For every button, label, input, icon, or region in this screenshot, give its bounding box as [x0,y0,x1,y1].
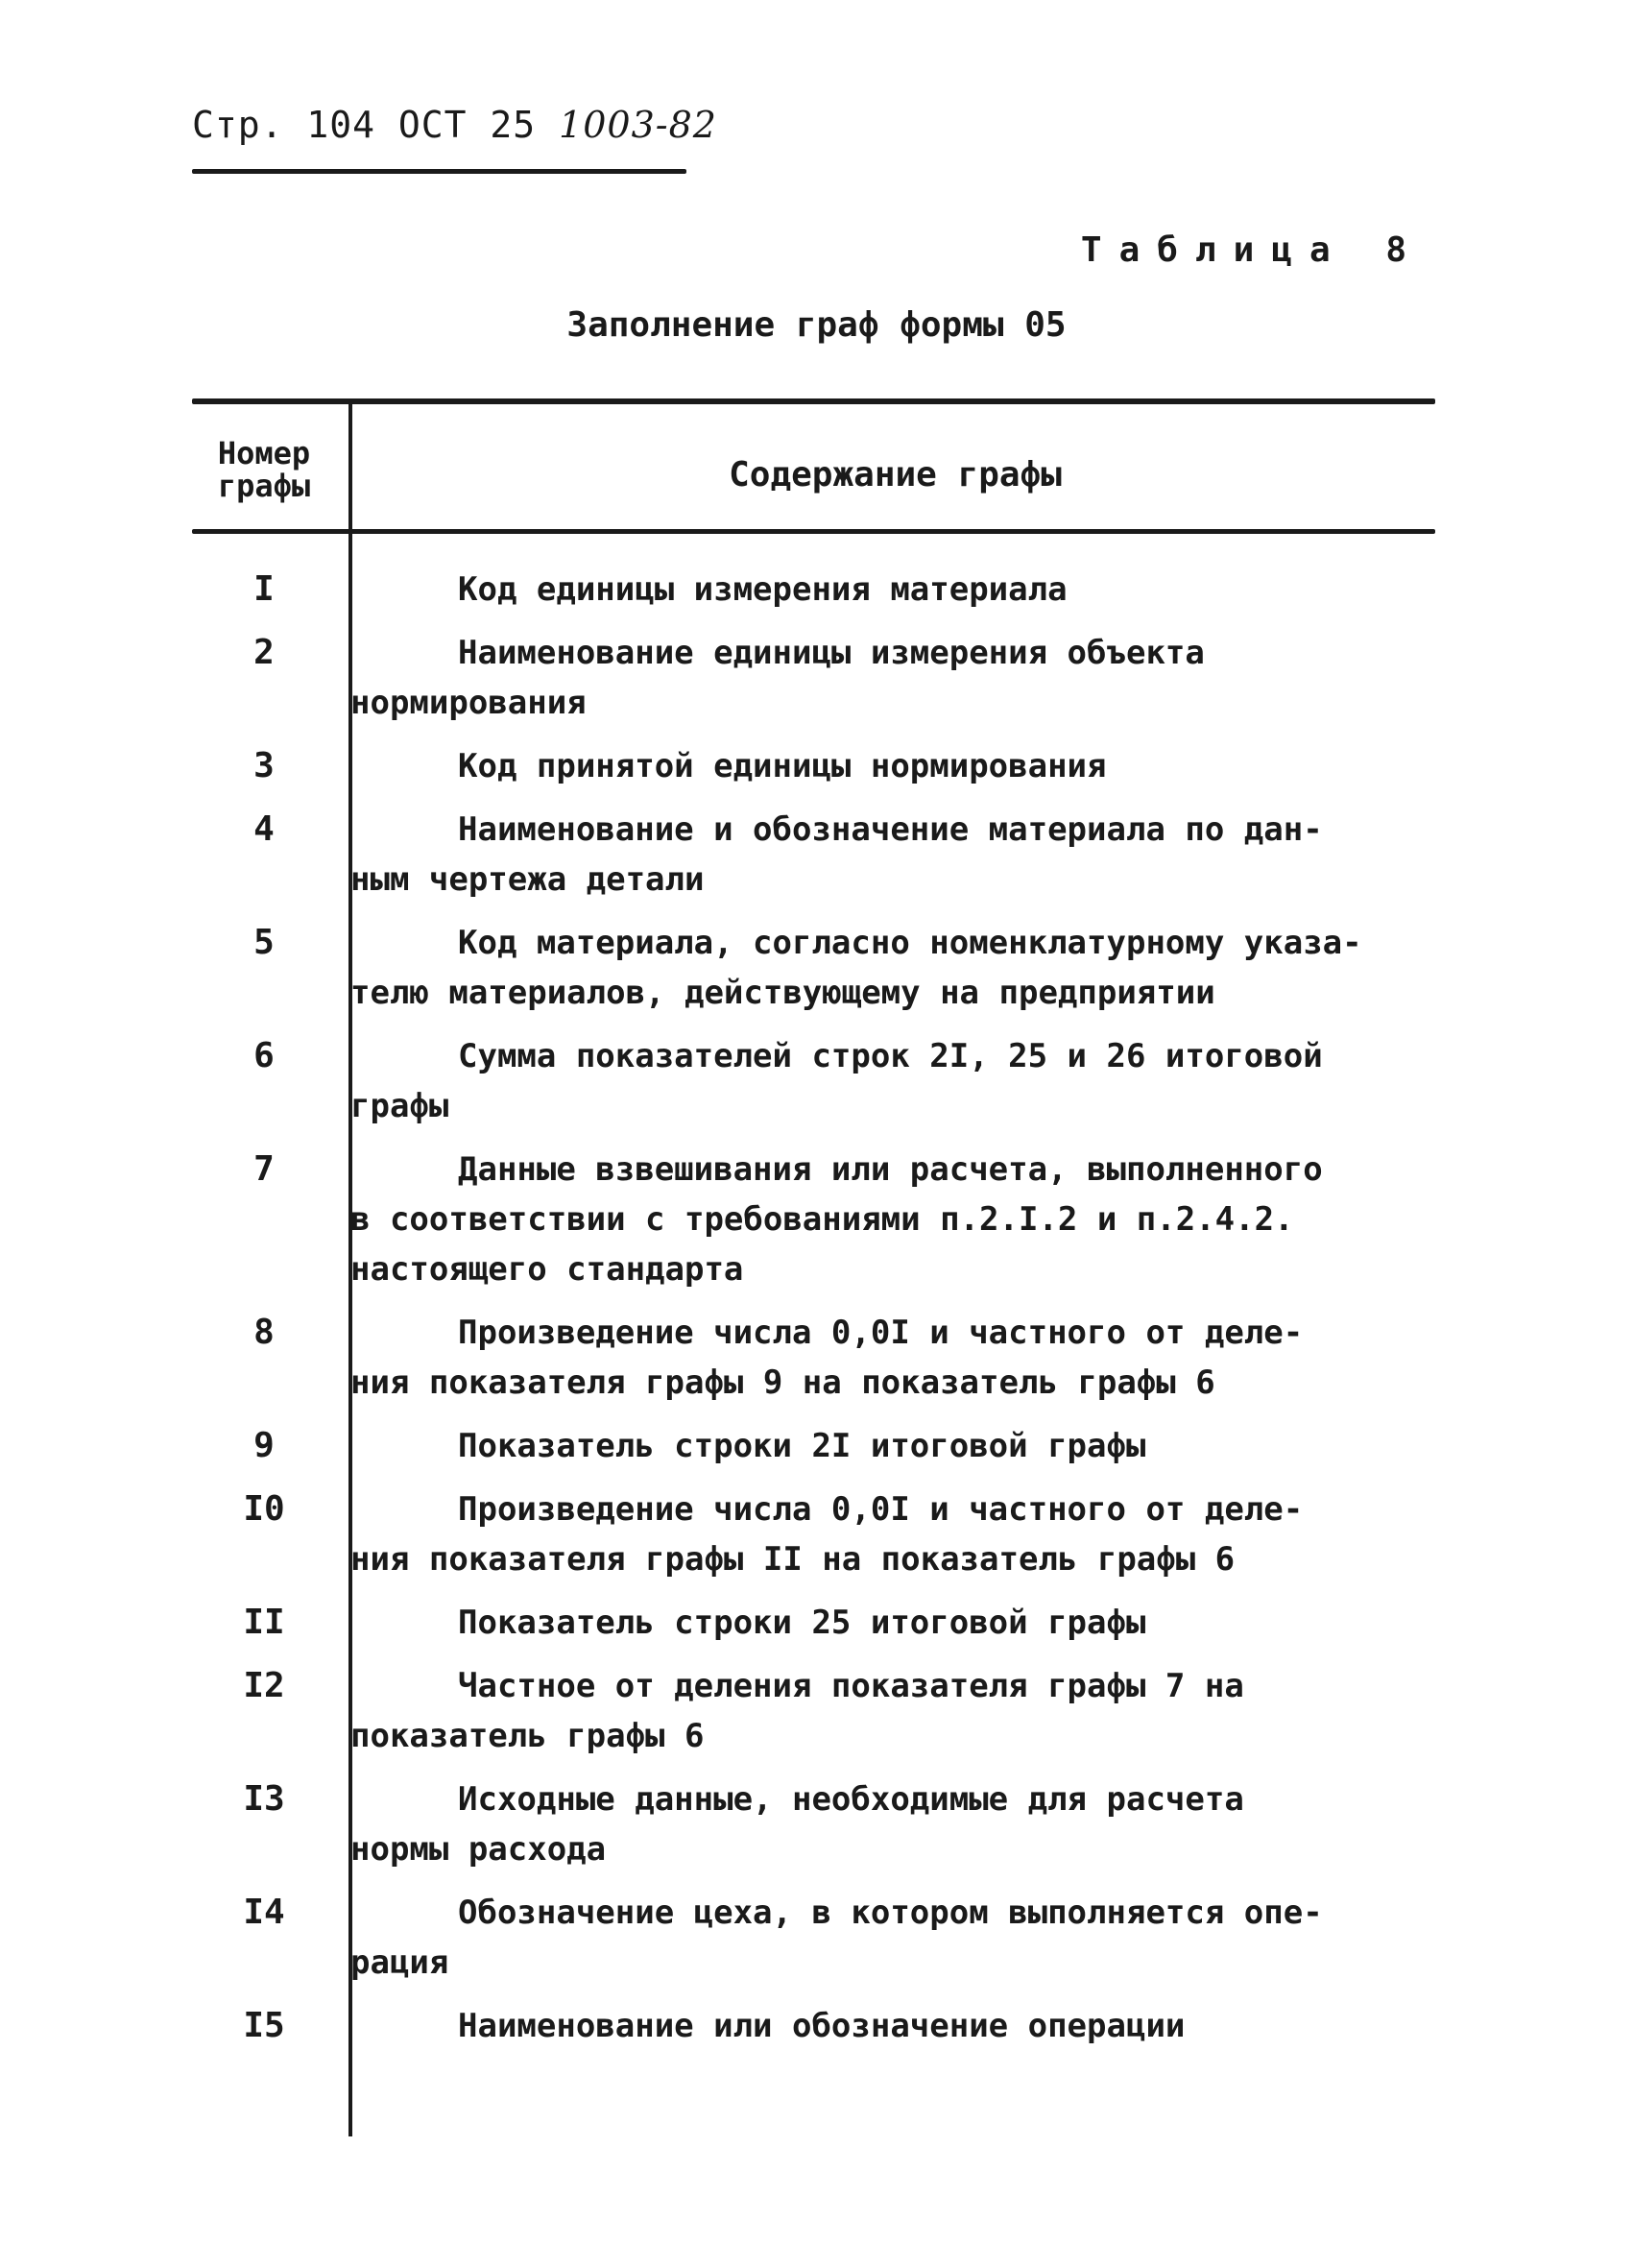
row-content [350,565,1435,615]
row-content-continuation-line: нормирования [350,684,587,722]
row-content-first-line: Код принятой единицы нормирования [458,747,1107,785]
row-number: I3 [243,1779,285,1819]
column-header-number: Номер графы [217,435,311,504]
row-number: I [253,569,275,609]
table-row [192,918,1435,1018]
row-number: I4 [243,1893,285,1932]
row-content [350,1888,1435,1988]
row-content [350,918,1435,1018]
row-content-continuation-line: ния показателя графы 9 на показатель графы 6 [350,1363,1215,1402]
table-label: Таблица 8 [1080,230,1424,270]
row-content-continuation-line: показатель графы 6 [350,1717,705,1755]
row-number: 2 [253,633,275,672]
row-content-first-line: Сумма показателей строк 2I, 25 и 26 итоговой [458,1037,1323,1075]
row-content [350,741,1435,791]
row-number: 9 [253,1426,275,1465]
row-content-first-line: Исходные данные, необходимые для расчета [458,1780,1244,1819]
row-content-continuation-line: ния показателя графы II на показатель графы 6 [350,1540,1236,1579]
row-content [350,1308,1435,1408]
table-row [192,1661,1435,1761]
page-header [192,104,717,146]
table-row [192,565,1435,615]
table-row [192,1031,1435,1131]
row-content-continuation-line: настоящего стандарта [350,1250,744,1289]
row-content [350,1484,1435,1584]
table-row [192,1774,1435,1874]
table-row [192,1308,1435,1408]
row-number: 4 [253,809,275,849]
table-row [192,628,1435,728]
header-prefix: Стр. 104 ОСТ 25 [192,104,537,146]
table-row [192,1598,1435,1648]
row-number: 6 [253,1036,275,1075]
row-content-first-line: Обозначение цеха, в котором выполняется опе- [458,1894,1323,1932]
row-content-continuation-line: ным чертежа детали [350,860,705,899]
table-row [192,2001,1435,2051]
row-content [350,1145,1435,1294]
header-underline [192,169,686,174]
row-number: I5 [243,2006,285,2045]
row-content [350,2001,1435,2051]
table-row [192,1888,1435,1988]
row-content [350,1031,1435,1131]
row-content-first-line: Наименование единицы измерения объекта [458,634,1205,672]
row-content-first-line: Код единицы измерения материала [458,570,1068,609]
header-handwritten-number: 1003-82 [559,104,717,146]
row-content-continuation-line: графы [350,1087,449,1125]
table-top-rule [192,398,1435,404]
row-content-first-line: Частное от деления показателя графы 7 на [458,1667,1244,1705]
row-number: 7 [253,1149,275,1189]
row-content [350,1598,1435,1648]
row-content-continuation-line: нормы расхода [350,1830,607,1869]
table-body [192,565,1435,2064]
row-number: 3 [253,746,275,785]
row-number: I2 [243,1666,285,1705]
table-row [192,805,1435,905]
row-content-continuation-line: рация [350,1943,449,1982]
row-content [350,1774,1435,1874]
row-content-first-line: Наименование или обозначение операции [458,2007,1186,2045]
row-number: 8 [253,1313,275,1352]
row-number: I0 [243,1489,285,1529]
table-row [192,1421,1435,1471]
row-content-first-line: Наименование и обозначение материала по дан- [458,810,1323,849]
row-content [350,1421,1435,1471]
row-content-first-line: Показатель строки 25 итоговой графы [458,1604,1146,1642]
row-content-first-line: Показатель строки 2I итоговой графы [458,1427,1146,1465]
table-caption: Заполнение граф формы 05 [566,305,1067,345]
column-header-content: Содержание графы [729,455,1062,495]
row-content-first-line: Код материала, согласно номенклатурному указа- [458,924,1362,962]
row-content [350,1661,1435,1761]
row-content-first-line: Данные взвешивания или расчета, выполненного [458,1150,1323,1189]
table-header-rule [192,529,1435,534]
row-content-first-line: Произведение числа 0,0I и частного от деле- [458,1490,1304,1529]
row-content [350,805,1435,905]
row-content-continuation-line: в соответствии с требованиями п.2.I.2 и п.2.4.2. [350,1200,1294,1239]
row-content-first-line: Произведение числа 0,0I и частного от деле- [458,1314,1304,1352]
table-row [192,741,1435,791]
row-number: 5 [253,923,275,962]
row-content-continuation-line: телю материалов, действующему на предприятии [350,974,1215,1012]
row-number: II [243,1603,285,1642]
row-content [350,628,1435,728]
table-row [192,1145,1435,1294]
table-row [192,1484,1435,1584]
